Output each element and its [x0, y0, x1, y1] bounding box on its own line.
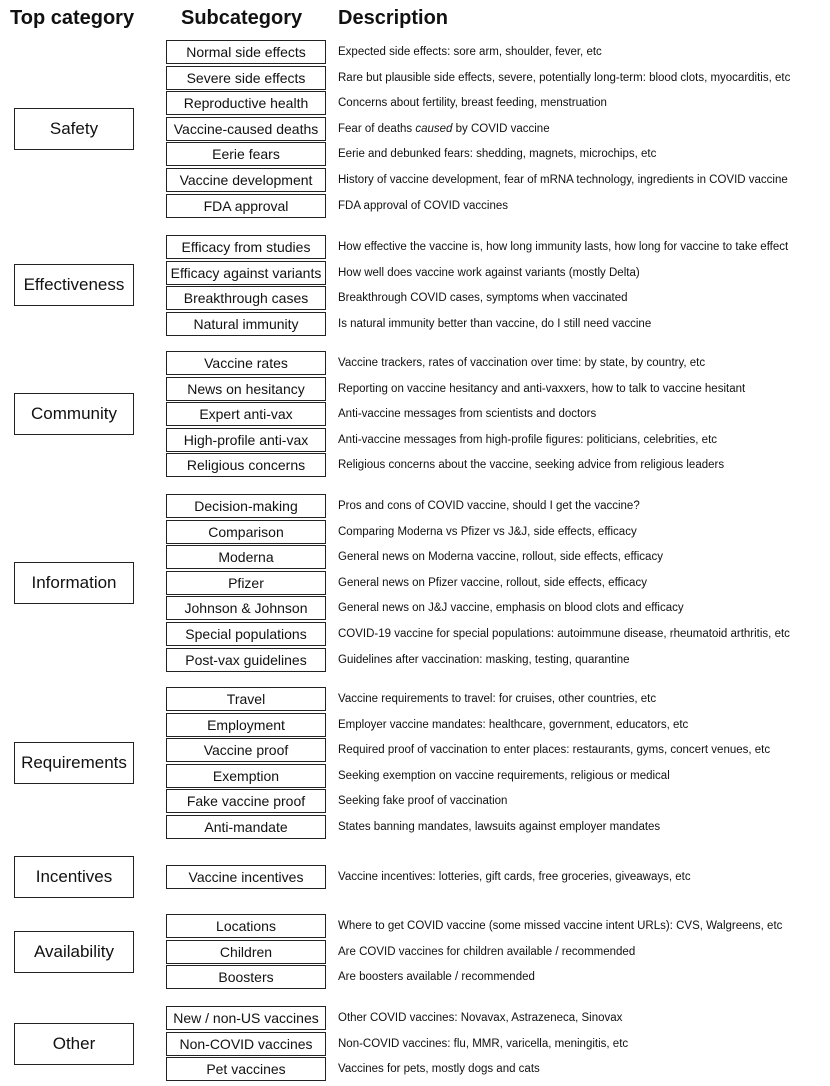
category-group: [0, 235, 830, 336]
description-text: General news on Moderna vaccine, rollout, side effects, efficacy: [338, 551, 663, 564]
description-text: Vaccine incentives: lotteries, gift cards, free groceries, giveaways, etc: [338, 871, 691, 883]
top-category-box: Other: [14, 1023, 134, 1065]
description-part: by COVID vaccine: [452, 122, 550, 135]
description-text: Reporting on vaccine hesitancy and anti-vaxxers, how to talk to vaccine hesitant: [338, 382, 746, 395]
description-text: Vaccine requirements to travel: for cruises, other countries, etc: [338, 693, 657, 705]
category-group: [0, 351, 830, 477]
description-emphasis: caused: [415, 122, 453, 135]
category-group: [0, 494, 830, 672]
top-category-box: Safety: [14, 108, 134, 150]
description-text: Guidelines after vaccination: masking, testing, quarantine: [338, 653, 630, 666]
description-text: Rare but plausible side effects, severe, potentially long-term: blood clots, myocarditis, etc: [338, 71, 791, 84]
subcategory-box: Boosters: [166, 965, 326, 989]
subcategory-box: Natural immunity: [166, 312, 326, 336]
subcategory-box: Efficacy from studies: [166, 235, 326, 259]
subcategory-box: Eerie fears: [166, 142, 326, 166]
description-text: How well does vaccine work against variants (mostly Delta): [338, 266, 640, 279]
subcategory-box: Reproductive health: [166, 91, 326, 115]
category-group: [0, 914, 830, 989]
description-text: Seeking fake proof of vaccination: [338, 795, 508, 808]
description-text: Breakthrough COVID cases, symptoms when vaccinated: [338, 292, 628, 305]
category-group: [0, 687, 830, 839]
subcategory-box: Vaccine incentives: [166, 865, 326, 889]
description-text: General news on J&J vaccine, emphasis on blood clots and efficacy: [338, 602, 684, 615]
subcategory-box: Travel: [166, 687, 326, 711]
description-text: Seeking exemption on vaccine requirements, religious or medical: [338, 769, 670, 782]
description-text: Pros and cons of COVID vaccine, should I get the vaccine?: [338, 500, 640, 512]
subcategory-box: Religious concerns: [166, 453, 326, 477]
category-group: [0, 1006, 830, 1081]
description-text: Vaccines for pets, mostly dogs and cats: [338, 1063, 540, 1076]
description-text: [338, 117, 828, 141]
description-text: Required proof of vaccination to enter places: restaurants, gyms, concert venues, etc: [338, 744, 771, 757]
category-group: [0, 865, 830, 889]
subcategory-box: Exemption: [166, 764, 326, 788]
subcategory-box: Normal side effects: [166, 40, 326, 64]
category-group: [0, 40, 830, 218]
subcategory-box: New / non-US vaccines: [166, 1006, 326, 1030]
description-text: Are boosters available / recommended: [338, 971, 535, 984]
description-text: Expected side effects: sore arm, shoulder, fever, etc: [338, 46, 602, 58]
subcategory-box: Vaccine rates: [166, 351, 326, 375]
subcategory-box: Vaccine development: [166, 168, 326, 192]
subcategory-box: Anti-mandate: [166, 815, 326, 839]
description-text: States banning mandates, lawsuits against employer mandates: [338, 821, 661, 833]
subcategory-box: Special populations: [166, 622, 326, 646]
subcategory-box: Pet vaccines: [166, 1057, 326, 1081]
subcategory-box: FDA approval: [166, 194, 326, 218]
description-text: Other COVID vaccines: Novavax, Astrazeneca, Sinovax: [338, 1012, 623, 1024]
subcategory-box: Breakthrough cases: [166, 286, 326, 310]
description-text: Employer vaccine mandates: healthcare, government, educators, etc: [338, 718, 689, 731]
subcategory-box: Moderna: [166, 545, 326, 569]
subcategory-box: News on hesitancy: [166, 377, 326, 401]
subcategory-box: Post-vax guidelines: [166, 648, 326, 672]
description-text: Comparing Moderna vs Pfizer vs J&J, side effects, efficacy: [338, 525, 637, 538]
subcategory-box: Pfizer: [166, 571, 326, 595]
subcategory-box: Employment: [166, 713, 326, 737]
description-text: Where to get COVID vaccine (some missed vaccine intent URLs): CVS, Walgreens, etc: [338, 920, 783, 932]
description-text: COVID-19 vaccine for special populations: autoimmune disease, rheumatoid arthritis, etc: [338, 628, 790, 640]
top-category-box: Community: [14, 393, 134, 435]
description-text: Is natural immunity better than vaccine, do I still need vaccine: [338, 317, 652, 330]
description-text: Religious concerns about the vaccine, seeking advice from religious leaders: [338, 459, 725, 472]
subcategory-box: Vaccine proof: [166, 738, 326, 762]
description-text: Are COVID vaccines for children available / recommended: [338, 945, 636, 958]
header-top-category: Top category: [10, 7, 135, 29]
description-text: Anti-vaccine messages from scientists and doctors: [338, 408, 597, 421]
subcategory-box: High-profile anti-vax: [166, 428, 326, 452]
subcategory-box: Efficacy against variants: [166, 261, 326, 285]
description-text: Non-COVID vaccines: flu, MMR, varicella, meningitis, etc: [338, 1037, 629, 1050]
top-category-box: Information: [14, 562, 134, 604]
top-category-box: Availability: [14, 931, 134, 973]
subcategory-box: Locations: [166, 914, 326, 938]
subcategory-box: Vaccine-caused deaths: [166, 117, 326, 141]
top-category-box: Incentives: [14, 856, 134, 898]
top-category-box: Requirements: [14, 742, 134, 784]
subcategory-box: Expert anti-vax: [166, 402, 326, 426]
header-description: Description: [338, 7, 449, 29]
header-subcategory: Subcategory: [181, 7, 303, 29]
subcategory-box: Comparison: [166, 520, 326, 544]
description-text: History of vaccine development, fear of mRNA technology, ingredients in COVID vaccine: [338, 174, 788, 186]
description-text: FDA approval of COVID vaccines: [338, 199, 509, 212]
description-text: Anti-vaccine messages from high-profile figures: politicians, celebrities, etc: [338, 433, 718, 446]
description-text: Vaccine trackers, rates of vaccination over time: by state, by country, etc: [338, 357, 706, 369]
subcategory-box: Decision-making: [166, 494, 326, 518]
description-part: Fear of deaths: [338, 122, 416, 135]
subcategory-box: Children: [166, 940, 326, 964]
description-text: How effective the vaccine is, how long immunity lasts, how long for vaccine to take effect: [338, 241, 789, 253]
description-text: Concerns about fertility, breast feeding, menstruation: [338, 97, 607, 110]
description-text: Eerie and debunked fears: shedding, magnets, microchips, etc: [338, 148, 657, 161]
subcategory-box: Johnson & Johnson: [166, 596, 326, 620]
subcategory-box: Fake vaccine proof: [166, 789, 326, 813]
subcategory-box: Non-COVID vaccines: [166, 1032, 326, 1056]
top-category-box: Effectiveness: [14, 264, 134, 306]
subcategory-box: Severe side effects: [166, 66, 326, 90]
description-text: General news on Pfizer vaccine, rollout, side effects, efficacy: [338, 576, 647, 589]
